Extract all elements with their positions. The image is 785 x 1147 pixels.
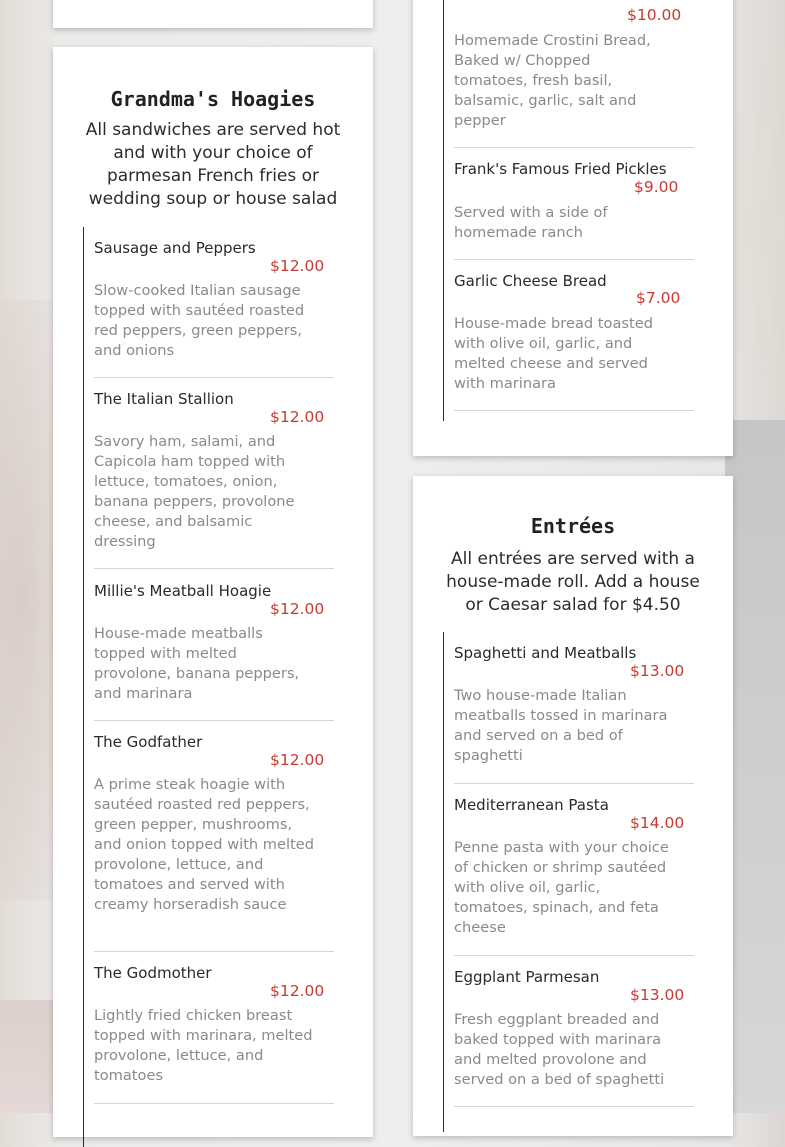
item-name: The Italian Stallion — [94, 390, 234, 408]
hoagies-card — [53, 47, 373, 1137]
item-description: Fresh eggplant breaded and baked topped with marinara and melted provolone and served on a bed of spaghetti — [454, 1011, 665, 1088]
item-separator — [94, 377, 334, 378]
item-description: Slow-cooked Italian sausage topped with sautéed roasted red peppers, green peppers, and onions — [94, 282, 305, 359]
item-separator — [454, 259, 694, 260]
item-price: $12.00 — [270, 982, 325, 1000]
previous-menu-card — [53, 0, 373, 28]
background-band-right — [725, 420, 785, 1113]
item-separator — [94, 1103, 334, 1104]
item-separator — [454, 147, 694, 148]
item-separator — [454, 955, 694, 956]
entrees-subtitle: All entrées are served with a house-made roll. Add a house or Caesar salad for $4.50 — [446, 549, 700, 615]
item-price: $9.00 — [634, 178, 679, 196]
item-name: Millie's Meatball Hoagie — [94, 582, 272, 600]
hoagies-divider-line — [83, 227, 84, 1147]
entrees-title: Entrées — [530, 514, 616, 538]
item-description: Penne pasta with your choice of chicken or shrimp sautéed with olive oil, garlic, tomatoes, spinach, and feta cheese — [454, 839, 669, 936]
hoagies-title: Grandma's Hoagies — [110, 87, 316, 111]
item-price: $10.00 — [627, 6, 682, 24]
background-band-left — [0, 1000, 60, 1113]
item-price: $12.00 — [270, 751, 325, 769]
entrees-divider-line — [443, 632, 444, 1132]
item-price: $12.00 — [270, 257, 325, 275]
item-price: $7.00 — [636, 289, 681, 307]
item-description: A prime steak hoagie with sautéed roasted red peppers, green pepper, mushrooms, and onion topped with melted provolone, lettuce, and tomatoes and served with creamy horseradish sauce — [94, 776, 315, 913]
item-price: $12.00 — [270, 408, 325, 426]
item-separator — [454, 783, 694, 784]
item-name: Sausage and Peppers — [94, 239, 256, 257]
item-description: Lightly fried chicken breast topped with marinara, melted provolone, lettuce, and tomatoes — [94, 1007, 313, 1084]
item-separator — [454, 1106, 694, 1107]
item-description: Homemade Crostini Bread, Baked w/ Chopped tomatoes, fresh basil, balsamic, garlic, salt and pepper — [454, 32, 651, 129]
appetizers-divider-line — [443, 0, 444, 421]
item-separator — [94, 720, 334, 721]
item-name: Eggplant Parmesan — [454, 968, 600, 986]
entrees-card — [413, 476, 733, 1136]
item-description: Served with a side of homemade ranch — [454, 204, 608, 241]
item-name: Mediterranean Pasta — [454, 796, 609, 814]
item-price: $13.00 — [630, 662, 685, 680]
item-separator — [454, 410, 694, 411]
item-name: The Godfather — [94, 733, 203, 751]
item-price: $12.00 — [270, 600, 325, 618]
item-description: House-made meatballs topped with melted provolone, banana peppers, and marinara — [94, 625, 300, 702]
appetizers-card — [413, 0, 733, 456]
item-description: Savory ham, salami, and Capicola ham topped with lettuce, tomatoes, onion, banana peppers, provolone cheese, and balsamic dressing — [94, 433, 295, 550]
item-name: Frank's Famous Fried Pickles — [454, 160, 667, 178]
hoagies-subtitle: All sandwiches are served hot and with your choice of parmesan French fries or wedding soup or house salad — [85, 120, 341, 209]
item-name: Garlic Cheese Bread — [454, 272, 607, 290]
item-separator — [94, 568, 334, 569]
item-description: Two house-made Italian meatballs tossed in marinara and served on a bed of spaghetti — [454, 687, 668, 764]
item-name: Spaghetti and Meatballs — [454, 644, 637, 662]
item-separator — [94, 951, 334, 952]
item-name: The Godmother — [94, 964, 212, 982]
item-price: $14.00 — [630, 814, 685, 832]
item-price: $13.00 — [630, 986, 685, 1004]
item-description: House-made bread toasted with olive oil, garlic, and melted cheese and served with marinara — [454, 315, 653, 392]
